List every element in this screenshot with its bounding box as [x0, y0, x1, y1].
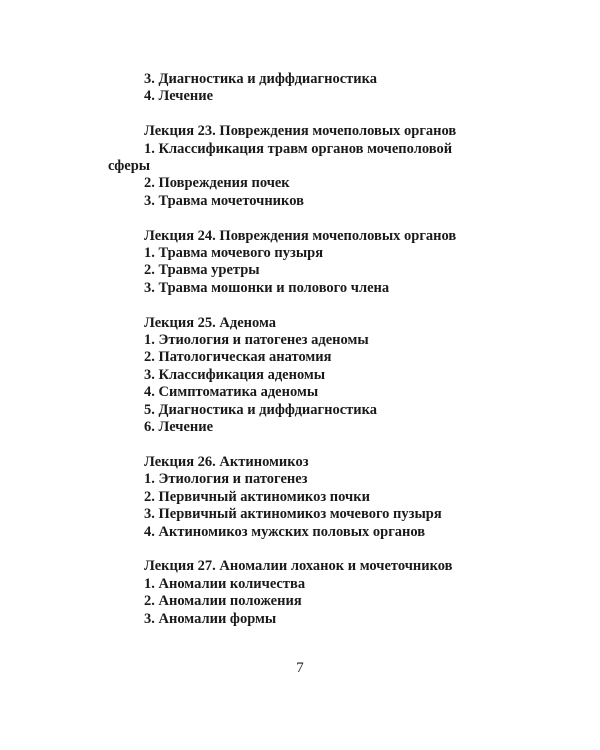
- list-item: 1. Этиология и патогенез: [144, 471, 308, 488]
- list-item: 2. Повреждения почек: [144, 175, 290, 192]
- section-continued: [108, 71, 508, 106]
- lecture-title: Лекция 24. Повреждения мочеполовых органов: [144, 227, 457, 244]
- list-item: 3. Травма мошонки и полового члена: [144, 279, 390, 296]
- list-item: 4. Актиномикоз мужских половых органов: [144, 523, 426, 540]
- list-item-continuation: сферы: [108, 158, 151, 175]
- list-item: 2. Травма уретры: [144, 262, 260, 279]
- list-item: 3. Аномалии формы: [144, 610, 277, 627]
- lecture-24: [108, 228, 508, 298]
- lecture-23: [108, 123, 508, 210]
- list-item: 1. Травма мочевого пузыря: [144, 245, 324, 262]
- page-number: 7: [296, 660, 304, 676]
- list-item: 3. Травма мочеточников: [144, 192, 304, 209]
- lecture-27: [108, 558, 508, 628]
- list-item: 3. Диагностика и диффдиагностика: [144, 71, 377, 87]
- spacer: [108, 297, 508, 314]
- list-item: 4. Симптоматика аденомы: [144, 384, 319, 401]
- lecture-title: Лекция 25. Аденома: [144, 314, 277, 331]
- list-item: 2. Патологическая анатомия: [144, 349, 332, 366]
- lecture-26: [108, 454, 508, 541]
- lecture-25: [108, 315, 508, 437]
- spacer: [108, 541, 508, 558]
- spacer: [108, 436, 508, 453]
- spacer: [108, 106, 508, 123]
- list-item: 1. Аномалии количества: [144, 575, 306, 592]
- list-item: 5. Диагностика и диффдиагностика: [144, 401, 377, 418]
- lecture-title: Лекция 26. Актиномикоз: [144, 453, 309, 470]
- spacer: [108, 210, 508, 227]
- list-item: 4. Лечение: [144, 88, 214, 105]
- list-item: 3. Классификация аденомы: [144, 366, 326, 383]
- list-item: 6. Лечение: [144, 419, 214, 436]
- list-item: 2. Первичный актиномикоз почки: [144, 488, 370, 505]
- lecture-title: Лекция 23. Повреждения мочеполовых органов: [144, 123, 457, 140]
- list-item: 2. Аномалии положения: [144, 593, 302, 610]
- lecture-title: Лекция 27. Аномалии лоханок и мочеточников: [144, 558, 453, 575]
- list-item: 1. Классификация травм органов мочеполовой: [144, 140, 453, 157]
- list-item: 1. Этиология и патогенез аденомы: [144, 332, 369, 349]
- list-item: 3. Первичный актиномикоз мочевого пузыря: [144, 506, 442, 523]
- page-content: [108, 71, 508, 628]
